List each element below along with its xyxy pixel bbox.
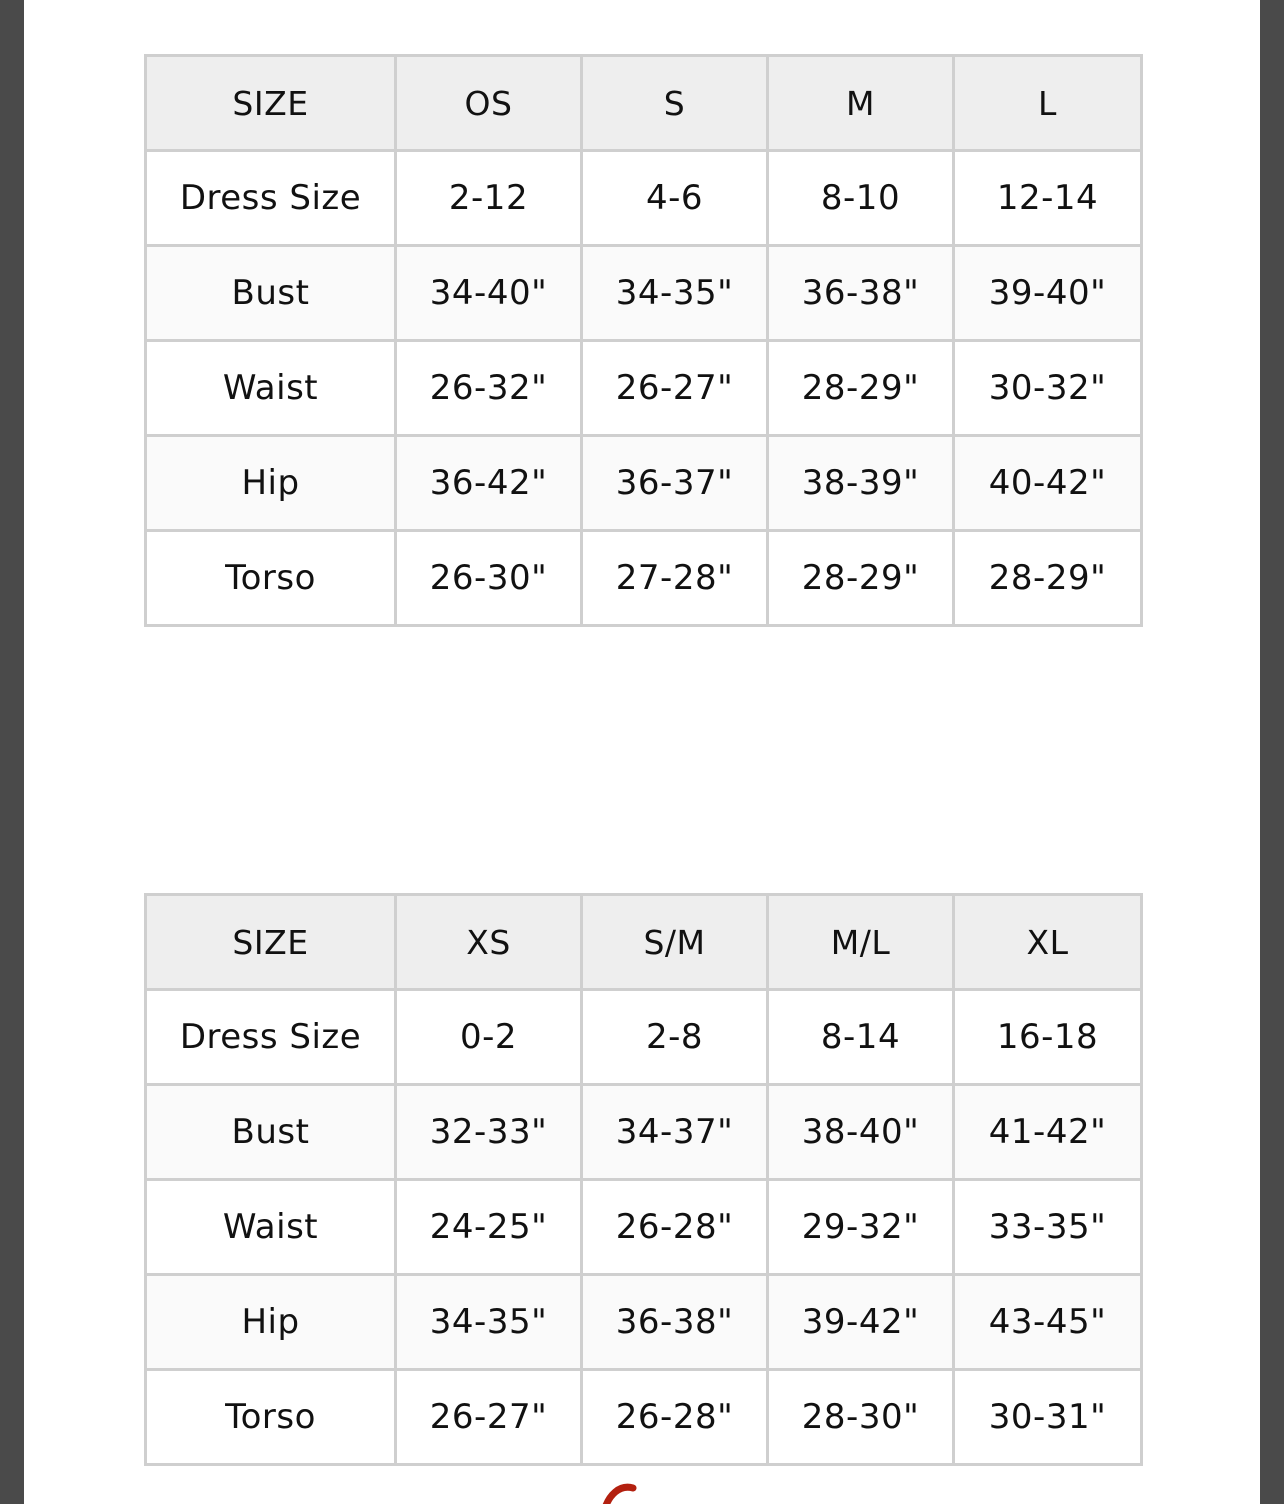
page xyxy=(24,0,1260,1504)
table-cell: 36-37" xyxy=(582,436,768,531)
table-cell: 12-14 xyxy=(954,151,1142,246)
row-label: Torso xyxy=(146,531,396,626)
table-cell: 38-39" xyxy=(768,436,954,531)
table-row xyxy=(146,436,1142,531)
size-chart-table-2 xyxy=(144,893,1143,1466)
header-cell: M xyxy=(768,56,954,151)
header-cell: L xyxy=(954,56,1142,151)
row-label: Dress Size xyxy=(146,151,396,246)
table-row xyxy=(146,1370,1142,1465)
table-cell: 27-28" xyxy=(582,531,768,626)
table-cell: 34-40" xyxy=(396,246,582,341)
table-header-row xyxy=(146,895,1142,990)
table-cell: 8-14 xyxy=(768,990,954,1085)
table-cell: 34-35" xyxy=(396,1275,582,1370)
table-cell: 26-27" xyxy=(396,1370,582,1465)
row-label: Hip xyxy=(146,1275,396,1370)
row-label: Dress Size xyxy=(146,990,396,1085)
table-cell: 26-28" xyxy=(582,1370,768,1465)
table-cell: 26-30" xyxy=(396,531,582,626)
table-cell: 34-37" xyxy=(582,1085,768,1180)
table-cell: 0-2 xyxy=(396,990,582,1085)
table-row xyxy=(146,990,1142,1085)
table-cell: 38-40" xyxy=(768,1085,954,1180)
header-cell: SIZE xyxy=(146,895,396,990)
table-cell: 33-35" xyxy=(954,1180,1142,1275)
row-label: Torso xyxy=(146,1370,396,1465)
table-cell: 39-40" xyxy=(954,246,1142,341)
table-row xyxy=(146,531,1142,626)
header-cell: XL xyxy=(954,895,1142,990)
table-cell: 28-29" xyxy=(768,341,954,436)
header-cell: SIZE xyxy=(146,56,396,151)
table-row xyxy=(146,151,1142,246)
table-cell: 43-45" xyxy=(954,1275,1142,1370)
row-label: Hip xyxy=(146,436,396,531)
table-cell: 36-38" xyxy=(768,246,954,341)
table-cell: 28-29" xyxy=(768,531,954,626)
table-row xyxy=(146,1180,1142,1275)
table-cell: 29-32" xyxy=(768,1180,954,1275)
table-cell: 2-12 xyxy=(396,151,582,246)
size-chart-table-1 xyxy=(144,54,1143,627)
table-cell: 8-10 xyxy=(768,151,954,246)
table-cell: 2-8 xyxy=(582,990,768,1085)
table-cell: 32-33" xyxy=(396,1085,582,1180)
table-cell: 40-42" xyxy=(954,436,1142,531)
table-cell: 26-27" xyxy=(582,341,768,436)
table-cell: 30-31" xyxy=(954,1370,1142,1465)
row-label: Bust xyxy=(146,1085,396,1180)
header-cell: S/M xyxy=(582,895,768,990)
table-cell: 24-25" xyxy=(396,1180,582,1275)
table-row xyxy=(146,246,1142,341)
table-row xyxy=(146,1085,1142,1180)
header-cell: XS xyxy=(396,895,582,990)
row-label: Bust xyxy=(146,246,396,341)
table-header-row xyxy=(146,56,1142,151)
table-cell: 36-42" xyxy=(396,436,582,531)
table-cell: 28-30" xyxy=(768,1370,954,1465)
table-cell: 34-35" xyxy=(582,246,768,341)
table-cell: 4-6 xyxy=(582,151,768,246)
decorative-stroke-icon xyxy=(599,1478,639,1504)
row-label: Waist xyxy=(146,1180,396,1275)
table-cell: 26-32" xyxy=(396,341,582,436)
header-cell: S xyxy=(582,56,768,151)
table-cell: 30-32" xyxy=(954,341,1142,436)
table-cell: 16-18 xyxy=(954,990,1142,1085)
table-cell: 39-42" xyxy=(768,1275,954,1370)
header-cell: M/L xyxy=(768,895,954,990)
table-row xyxy=(146,341,1142,436)
table-row xyxy=(146,1275,1142,1370)
table-cell: 26-28" xyxy=(582,1180,768,1275)
table-cell: 28-29" xyxy=(954,531,1142,626)
table-cell: 36-38" xyxy=(582,1275,768,1370)
table-cell: 41-42" xyxy=(954,1085,1142,1180)
row-label: Waist xyxy=(146,341,396,436)
header-cell: OS xyxy=(396,56,582,151)
